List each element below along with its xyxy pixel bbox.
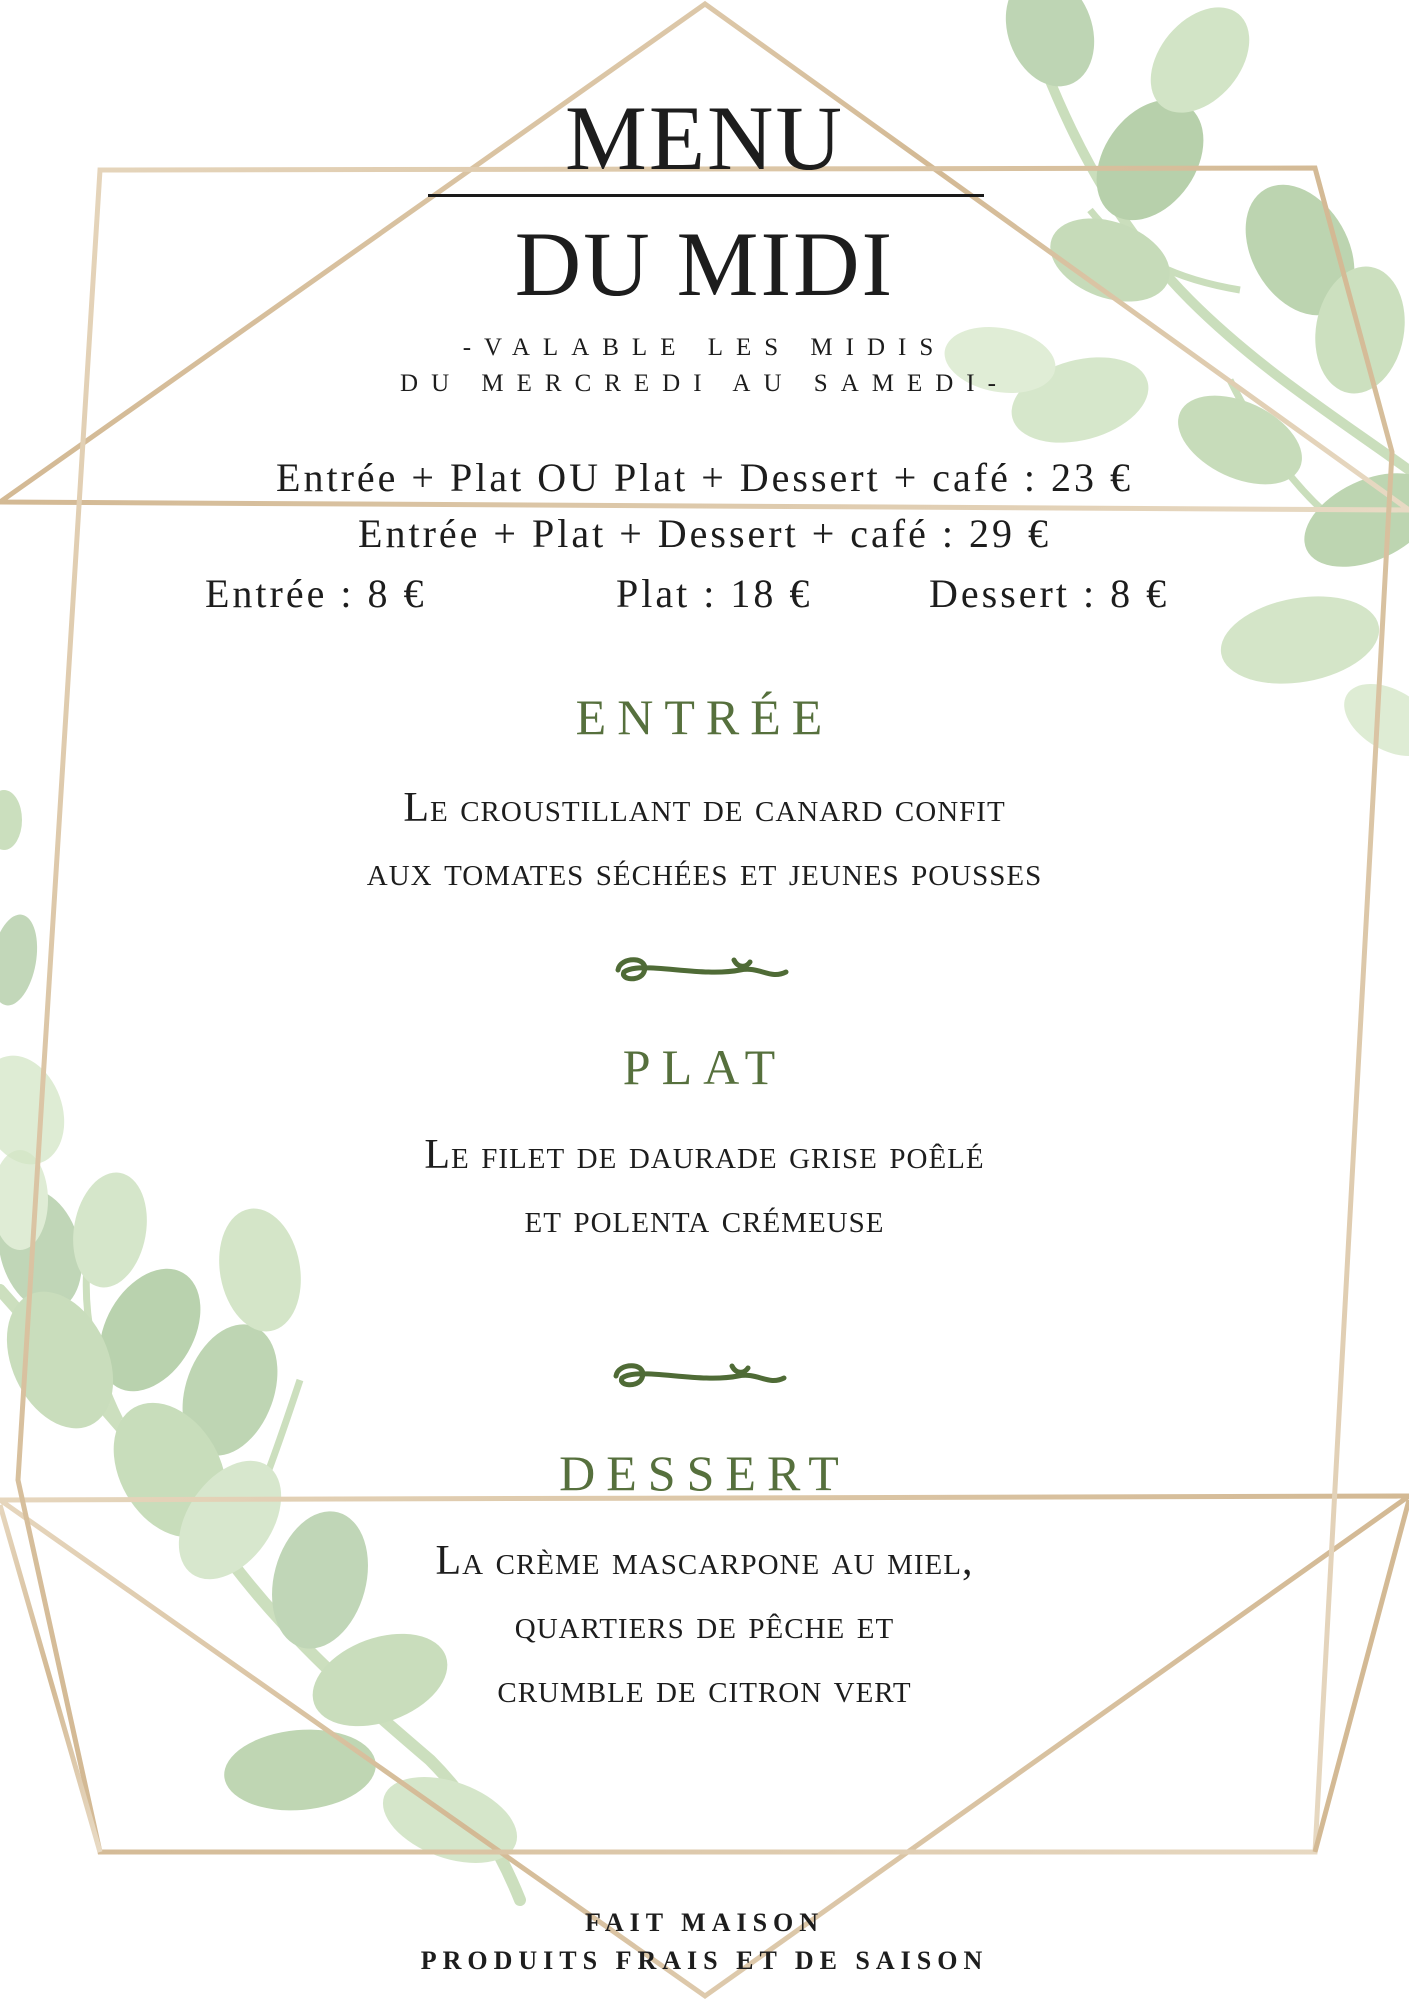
price-entree: Entrée : 8 € — [205, 571, 427, 616]
dish-line: La crème mascarpone au miel, — [435, 1538, 974, 1584]
menu-subtitle: DU MIDI — [514, 213, 895, 315]
menu-title: MENU — [565, 87, 844, 189]
section-heading-dessert: DESSERT — [559, 1445, 850, 1501]
price-formula-2: Entrée + Plat + Dessert + café : 29 € — [358, 511, 1051, 556]
flourish-divider — [608, 1356, 788, 1396]
dish-entree — [0, 776, 1409, 904]
footer-note — [0, 1904, 1409, 1980]
dish-line: Le filet de daurade grise poêlé — [424, 1132, 985, 1178]
validity-note — [0, 330, 1409, 402]
price-formula-1: Entrée + Plat OU Plat + Dessert + café : 23 € — [276, 455, 1133, 500]
price-a-la-carte-row — [0, 570, 1409, 615]
dish-line: et polenta crémeuse — [524, 1196, 885, 1242]
validity-line-1: -VALABLE LES MIDIS — [462, 334, 947, 361]
section-heading-plat: PLAT — [622, 1039, 787, 1095]
dish-line: quartiers de pêche et — [514, 1602, 895, 1648]
footer-line-2: PRODUITS FRAIS ET DE SAISON — [420, 1946, 989, 1975]
dish-dessert — [0, 1529, 1409, 1721]
dish-line: aux tomates séchées et jeunes pousses — [366, 849, 1043, 895]
price-dessert: Dessert : 8 € — [929, 571, 1170, 616]
footer-line-1: FAIT MAISON — [584, 1908, 825, 1937]
dish-plat — [0, 1123, 1409, 1251]
title-divider — [428, 194, 984, 197]
validity-line-2: DU MERCREDI AU SAMEDI- — [400, 370, 1009, 397]
dish-line: Le croustillant de canard confit — [403, 785, 1006, 831]
dish-line: crumble de citron vert — [497, 1666, 912, 1712]
price-plat: Plat : 18 € — [616, 571, 813, 616]
section-heading-entree: ENTRÉE — [575, 689, 834, 745]
flourish-divider — [610, 950, 790, 990]
